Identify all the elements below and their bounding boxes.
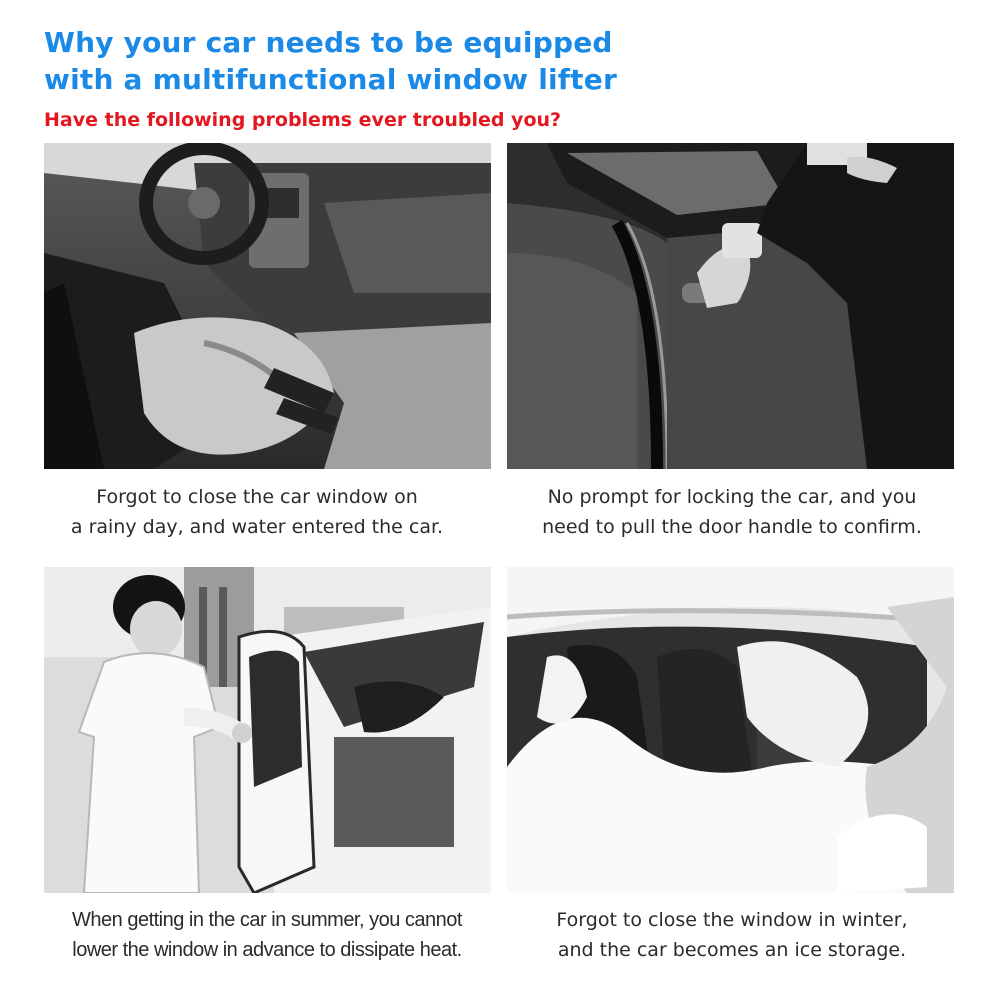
caption-rainy-day — [22, 482, 492, 542]
caption-winter-ice — [497, 905, 967, 965]
headline — [44, 24, 974, 98]
snow-filled-car-interior-photo — [507, 567, 954, 893]
hand-pulling-door-handle-photo — [507, 143, 954, 469]
headline-line-2: with a multifunctional window lifter — [44, 63, 617, 96]
caption-line: When getting in the car in summer, you cannot — [72, 909, 462, 931]
rain-soaked-car-interior-photo — [44, 143, 491, 469]
caption-line: No prompt for locking the car, and you — [547, 486, 917, 508]
caption-line: and the car becomes an ice storage. — [557, 939, 907, 961]
caption-line: Forgot to close the car window on — [96, 486, 418, 508]
caption-summer-heat — [32, 905, 502, 965]
caption-line: lower the window in advance to dissipate heat. — [72, 939, 462, 961]
headline-line-1: Why your car needs to be equipped — [44, 26, 613, 59]
caption-line: a rainy day, and water entered the car. — [70, 516, 444, 538]
person-opening-hot-car-door-photo — [44, 567, 491, 893]
caption-lock-prompt — [497, 482, 967, 542]
subheadline: Have the following problems ever troubled you? — [44, 109, 562, 131]
caption-line: need to pull the door handle to confirm. — [542, 516, 922, 538]
caption-line: Forgot to close the window in winter, — [556, 909, 908, 931]
